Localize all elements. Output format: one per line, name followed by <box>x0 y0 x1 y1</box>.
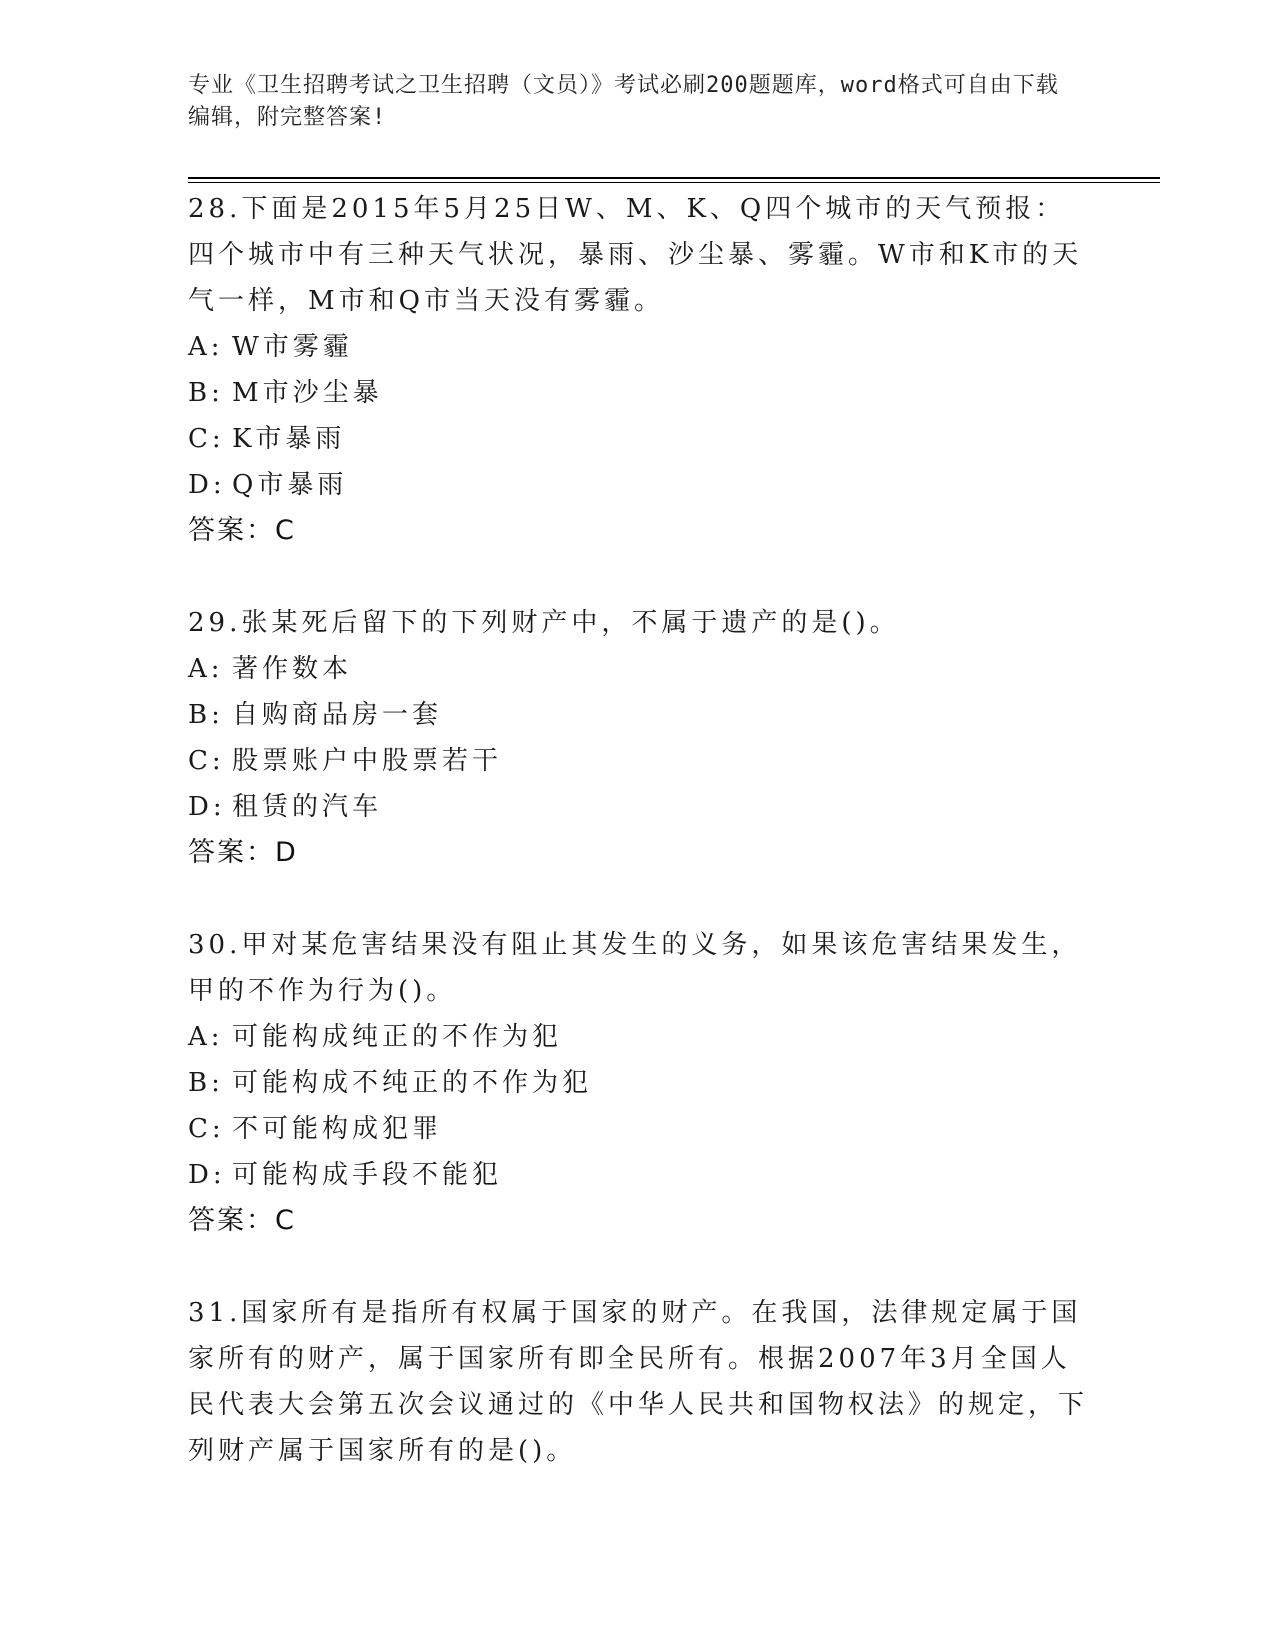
answer-line: 答案：C <box>188 515 296 546</box>
option-letter: C: <box>188 424 225 454</box>
option-letter: A: <box>188 332 224 362</box>
option-a <box>188 1014 1088 1060</box>
option-text: 股票账户中股票若干 <box>232 746 503 776</box>
option-letter: A: <box>188 1022 224 1052</box>
option-c <box>188 1106 1088 1152</box>
answer-line: 答案：D <box>188 837 298 868</box>
option-c <box>188 416 1088 462</box>
option-text: 可能构成不纯正的不作为犯 <box>232 1068 593 1098</box>
question-stem: 30.甲对某危害结果没有阻止其发生的义务，如果该危害结果发生，甲的不作为行为()。 <box>188 930 1082 1006</box>
option-letter: D: <box>188 792 226 822</box>
option-letter: A: <box>188 654 224 684</box>
option-a <box>188 324 1088 370</box>
question-list <box>188 186 1088 1520</box>
option-text: 著作数本 <box>232 654 353 684</box>
question-28 <box>188 186 1088 554</box>
header-divider-thick <box>188 177 1160 179</box>
option-text: Q市暴雨 <box>232 470 348 500</box>
option-b <box>188 370 1088 416</box>
header-divider-thin <box>188 182 1160 183</box>
option-text: 自购商品房一套 <box>232 700 443 730</box>
question-stem: 31.国家所有是指所有权属于国家的财产。在我国，法律规定属于国家所有的财产，属于国家所有即全民所有。根据2007年3月全国人民代表大会第五次会议通过的《中华人民共和国物权法》的规定，下列财产属于国家所有的是()。 <box>188 1298 1089 1466</box>
option-text: 不可能构成犯罪 <box>232 1114 443 1144</box>
option-d <box>188 784 1088 830</box>
option-letter: C: <box>188 1114 225 1144</box>
option-letter: D: <box>188 1160 226 1190</box>
document-intro: 专业《卫生招聘考试之卫生招聘（文员）》考试必刷200题题库，word格式可自由下载编辑，附完整答案! <box>188 73 1059 130</box>
question-stem: 28.下面是2015年5月25日W、M、K、Q四个城市的天气预报：四个城市中有三种天气状况，暴雨、沙尘暴、雾霾。W市和K市的天气一样，M市和Q市当天没有雾霾。 <box>188 194 1083 316</box>
option-text: 可能构成手段不能犯 <box>232 1160 503 1190</box>
question-29 <box>188 600 1088 876</box>
option-d <box>188 1152 1088 1198</box>
option-letter: C: <box>188 746 225 776</box>
question-30 <box>188 922 1088 1244</box>
option-text: M市沙尘暴 <box>232 378 383 408</box>
question-stem: 29.张某死后留下的下列财产中，不属于遗产的是()。 <box>188 608 900 638</box>
option-a <box>188 646 1088 692</box>
option-b <box>188 1060 1088 1106</box>
option-text: W市雾霾 <box>232 332 353 362</box>
option-letter: B: <box>188 700 224 730</box>
option-letter: D: <box>188 470 226 500</box>
option-b <box>188 692 1088 738</box>
option-text: 租赁的汽车 <box>232 792 383 822</box>
answer-line: 答案：C <box>188 1205 296 1236</box>
option-text: 可能构成纯正的不作为犯 <box>232 1022 563 1052</box>
option-letter: B: <box>188 378 224 408</box>
option-c <box>188 738 1088 784</box>
option-text: K市暴雨 <box>232 424 346 454</box>
option-letter: B: <box>188 1068 224 1098</box>
question-31 <box>188 1290 1088 1474</box>
option-d <box>188 462 1088 508</box>
